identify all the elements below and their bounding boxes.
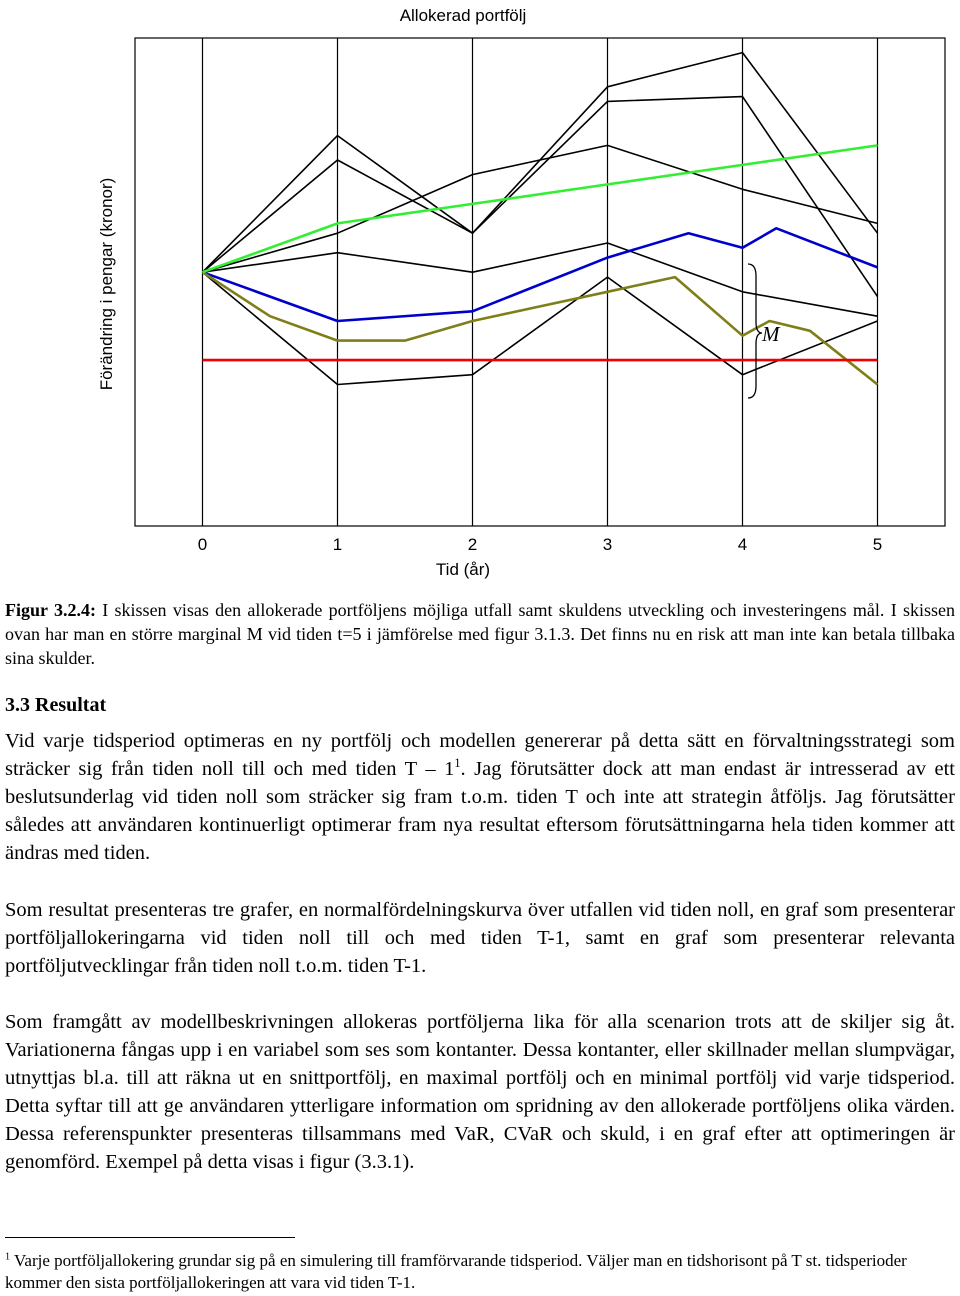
caption-text: I skissen visas den allokerade portföljens möjliga utfall samt skuldens utveckling och investeringens mål. I skissen ovan har man en större marginal M vid tiden t=5 i jämförelse med figur 3.1.3. Det finns nu en risk att man inte kan betala tillbaka sina skulder. [5,600,955,668]
y-axis-label: Förändring i pengar (kronor) [97,177,116,391]
paragraph-3: Som framgått av modellbeskrivningen allokeras portföljerna lika för alla scenarion trots att de skiljer sig åt. Variationerna fångas upp i en variabel som ses som kontanter. Dessa kontanter, eller skillnader mellan slumpvägar, utnyttjas bl.a. till att räkna ut en snittportfölj, en maximal portfölj och en minimal portfölj vid varje tidsperiod. Detta syftar till att ge användaren ytterligare information om spridning av den allokerade portföljens olika värden. Dessa referenspunkter presenteras tillsammans med VaR, CVaR och skuld, i en graf efter att optimeringen är genomförd. Exempel på detta visas i figur (3.3.1). [5,1011,955,1173]
x-tick-label: 4 [737,535,748,554]
footnote-text: Varje portföljallokering grundar sig på en simulering till framförvarande tidsperiod. Väljer man en tidshorisont på T st. tidsperioder kommer den sista portföljallokeringen att vara vid tiden T-1. [5,1251,907,1292]
x-tick-label: 3 [602,535,613,554]
chart-title: Allokerad portfölj [399,6,527,25]
plot-area [135,38,945,526]
paragraph-1 [5,727,955,867]
footnote-marker: 1 [5,1251,11,1263]
section-heading: 3.3 Resultat [5,694,107,716]
paragraph-2: Som resultat presenteras tre grafer, en normalfördelningskurva över utfallen vid tiden noll, en graf som presenterar portföljallokeringarna vid tiden noll till och med tiden T-1, samt en graf som presenterar relevanta portföljutvecklingar från tiden noll t.o.m. tiden T-1. [5,899,955,977]
footnote-rule [5,1237,295,1238]
x-tick-label: 0 [197,535,208,554]
margin-label: M [762,322,780,346]
x-tick-label: 1 [332,535,343,554]
paragraph-1-part-a: Vid varje tidsperiod optimeras en ny portfölj och modellen genererar på detta sätt en förvaltningsstrategi som sträcker sig från tiden noll till och med tiden T – 1 [5,730,955,780]
footnote [5,1250,955,1294]
x-tick-label: 5 [872,535,883,554]
footnote-reference: 1 [454,756,461,771]
figure-caption [5,598,955,670]
caption-label: Figur 3.2.4: [5,600,96,620]
portfolio-chart [0,0,960,590]
paragraph-1-part-b: . Jag förutsätter dock att man endast är intresserad av ett beslutsunderlag vid tiden noll som sträcker sig fram t.o.m. tiden T och inte att strategin åtföljs. Jag förutsätter således att användaren kontinuerligt optimerar fram nya resultat eftersom förutsättningarna hela tiden kommer att ändras med tiden. [5,758,955,864]
x-tick-label: 2 [467,535,478,554]
x-axis-label: Tid (år) [435,560,491,579]
